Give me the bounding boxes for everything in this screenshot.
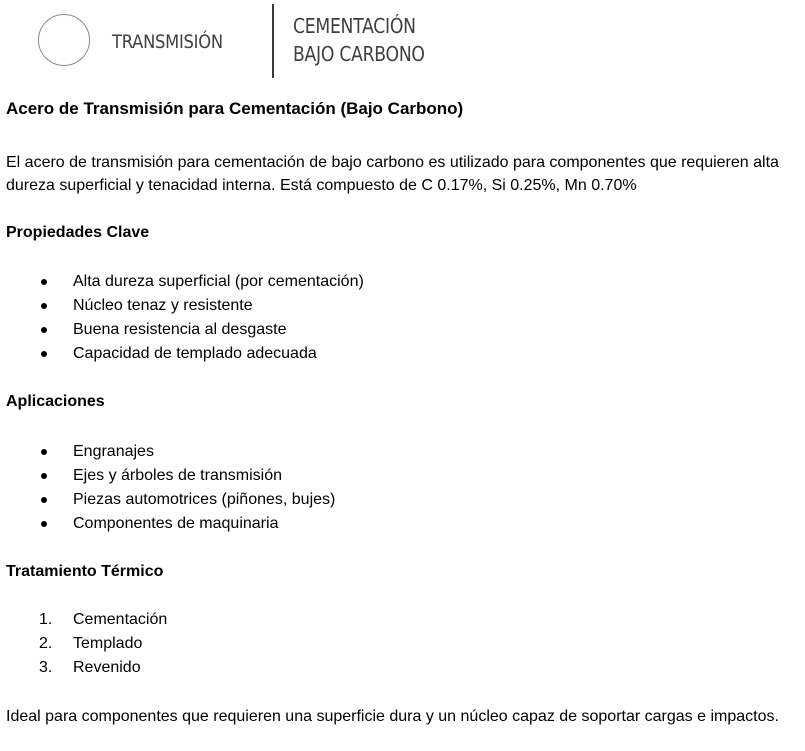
list-item-text: Núcleo tenaz y resistente <box>73 297 253 314</box>
bullet-icon <box>41 351 47 357</box>
list-item-text: Templado <box>73 635 143 652</box>
list-item-text: Componentes de maquinaria <box>73 515 279 532</box>
section-heading-heat-treatment: Tratamiento Térmico <box>6 563 164 580</box>
list-item <box>0 464 335 488</box>
properties-list <box>0 270 364 366</box>
list-item-text: Cementación <box>73 611 168 628</box>
list-item <box>0 342 364 366</box>
section-heading-applications: Aplicaciones <box>6 393 105 410</box>
product-line-1: CEMENTACIÓN <box>293 14 416 38</box>
section-heading-properties: Propiedades Clave <box>6 224 150 241</box>
list-item <box>0 608 167 632</box>
list-item <box>0 270 364 294</box>
document-title: Acero de Transmisión para Cementación (Bajo Carbono) <box>6 99 464 118</box>
intro-paragraph: El acero de transmisión para cementación de bajo carbono es utilizado para componentes que requieren alta dureza superficial y tenacidad interna. Está compuesto de C 0.17%, Si 0.25%, Mn 0.70% <box>6 154 779 194</box>
list-item <box>0 632 167 656</box>
list-item <box>0 512 335 536</box>
list-item-text: Capacidad de templado adecuada <box>73 345 317 362</box>
product-line-2: BAJO CARBONO <box>293 42 425 66</box>
list-item <box>0 656 167 680</box>
bullet-icon <box>41 279 47 285</box>
list-item <box>0 440 335 464</box>
list-item-text: Revenido <box>73 659 141 676</box>
list-item-text: Ejes y árboles de transmisión <box>73 467 282 484</box>
list-number: 1. <box>39 611 53 628</box>
bullet-icon <box>41 521 47 527</box>
bullet-icon <box>41 303 47 309</box>
list-item-text: Buena resistencia al desgaste <box>73 321 287 338</box>
bullet-icon <box>41 497 47 503</box>
list-item <box>0 488 335 512</box>
header-divider <box>272 4 274 78</box>
list-item-text: Alta dureza superficial (por cementación) <box>73 273 364 290</box>
list-item <box>0 294 364 318</box>
bullet-icon <box>41 473 47 479</box>
list-item-text: Piezas automotrices (piñones, bujes) <box>73 491 336 508</box>
bullet-icon <box>41 327 47 333</box>
list-number: 2. <box>39 635 53 652</box>
heat-treatment-list <box>0 608 167 680</box>
header-banner <box>0 0 805 82</box>
circle-logo-icon <box>38 14 90 66</box>
brand-name: TRANSMISIÓN <box>112 31 223 53</box>
list-item-text: Engranajes <box>73 443 154 460</box>
list-item <box>0 318 364 342</box>
list-number: 3. <box>39 659 53 676</box>
bullet-icon <box>41 449 47 455</box>
applications-list <box>0 440 335 536</box>
closing-paragraph: Ideal para componentes que requieren una superficie dura y un núcleo capaz de soportar cargas e impactos. <box>6 708 779 725</box>
